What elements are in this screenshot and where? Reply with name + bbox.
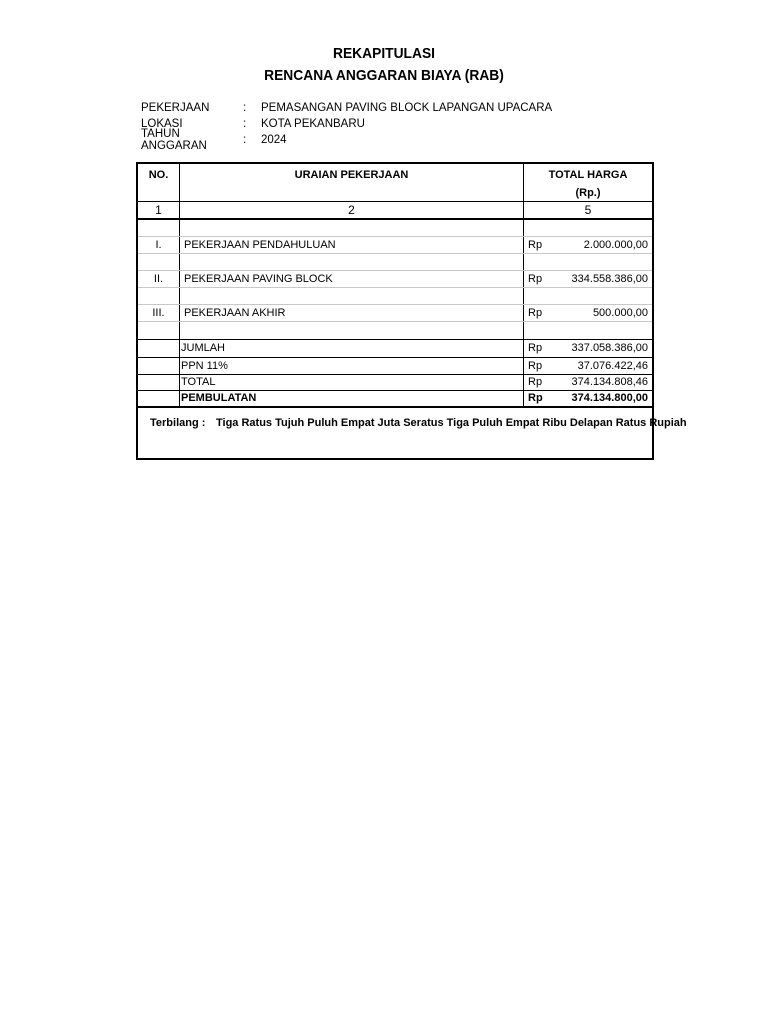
item-currency: Rp: [528, 307, 543, 319]
meta-value: 2024: [261, 134, 287, 146]
item-amount: 334.558.386,00: [571, 273, 648, 285]
column-number-divider: [138, 218, 652, 220]
meta-row-pekerjaan: [141, 100, 552, 116]
row-divider: [138, 253, 652, 254]
col-number-total: 5: [584, 203, 592, 217]
summary-label-pembulatan: PEMBULATAN: [181, 392, 257, 404]
col-number-no: 1: [155, 203, 162, 217]
header-uraian: URAIAN PEKERJAAN: [294, 169, 409, 181]
summary-amount: 37.076.422,46: [577, 360, 648, 372]
terbilang-label: Terbilang :: [150, 417, 206, 429]
item-amount: 2.000.000,00: [583, 239, 648, 251]
item-currency: Rp: [528, 239, 543, 251]
item-amount: 500.000,00: [592, 307, 648, 319]
row-divider: [138, 270, 652, 271]
meta-colon: :: [243, 102, 247, 114]
summary-amount: 374.134.800,00: [571, 392, 648, 404]
header-total: TOTAL HARGA: [548, 169, 628, 181]
meta-colon: :: [243, 118, 247, 130]
col-number-uraian: 2: [348, 203, 355, 217]
item-desc: PEKERJAAN PAVING BLOCK: [184, 273, 333, 285]
meta-value: PEMASANGAN PAVING BLOCK LAPANGAN UPACARA: [261, 102, 553, 114]
terbilang-divider: [138, 406, 652, 408]
meta-label: PEKERJAAN: [141, 102, 210, 114]
summary-currency: Rp: [528, 392, 543, 404]
item-no: III.: [152, 307, 165, 319]
row-divider: [138, 236, 652, 237]
document-subtitle: RENCANA ANGGARAN BIAYA (RAB): [264, 67, 504, 84]
summary-currency: Rp: [528, 342, 543, 354]
row-divider: [138, 321, 652, 322]
summary-divider: [138, 339, 652, 340]
header-divider: [138, 201, 652, 202]
header-no: NO.: [148, 169, 169, 181]
summary-label-total: TOTAL: [181, 376, 216, 388]
summary-label-jumlah: JUMLAH: [181, 342, 226, 354]
summary-row-divider: [138, 357, 652, 358]
item-no: I.: [155, 239, 162, 251]
item-no: II.: [153, 273, 164, 285]
header-unit: (Rp.): [575, 187, 601, 199]
row-divider: [138, 287, 652, 288]
project-info: [141, 100, 553, 152]
terbilang-value: Tiga Ratus Tujuh Puluh Empat Juta Seratus Tiga Puluh Empat Ribu Delapan Ratus Rupiah: [216, 417, 687, 429]
item-desc: PEKERJAAN PENDAHULUAN: [184, 239, 336, 251]
summary-amount: 374.134.808,46: [571, 376, 648, 388]
meta-label: TAHUN ANGGARAN: [141, 128, 207, 152]
summary-label-ppn: PPN 11%: [181, 360, 228, 372]
row-divider: [138, 304, 652, 305]
meta-label: LOKASI: [141, 118, 183, 130]
summary-currency: Rp: [528, 360, 543, 372]
document-title: REKAPITULASI: [333, 45, 435, 62]
meta-row-tahun: [141, 128, 552, 152]
meta-colon: :: [243, 134, 247, 146]
summary-amount: 337.058.386,00: [571, 342, 648, 354]
item-desc: PEKERJAAN AKHIR: [184, 307, 286, 319]
item-currency: Rp: [528, 273, 543, 285]
meta-value: KOTA PEKANBARU: [261, 118, 365, 130]
summary-currency: Rp: [528, 376, 543, 388]
rab-table: [136, 162, 687, 460]
